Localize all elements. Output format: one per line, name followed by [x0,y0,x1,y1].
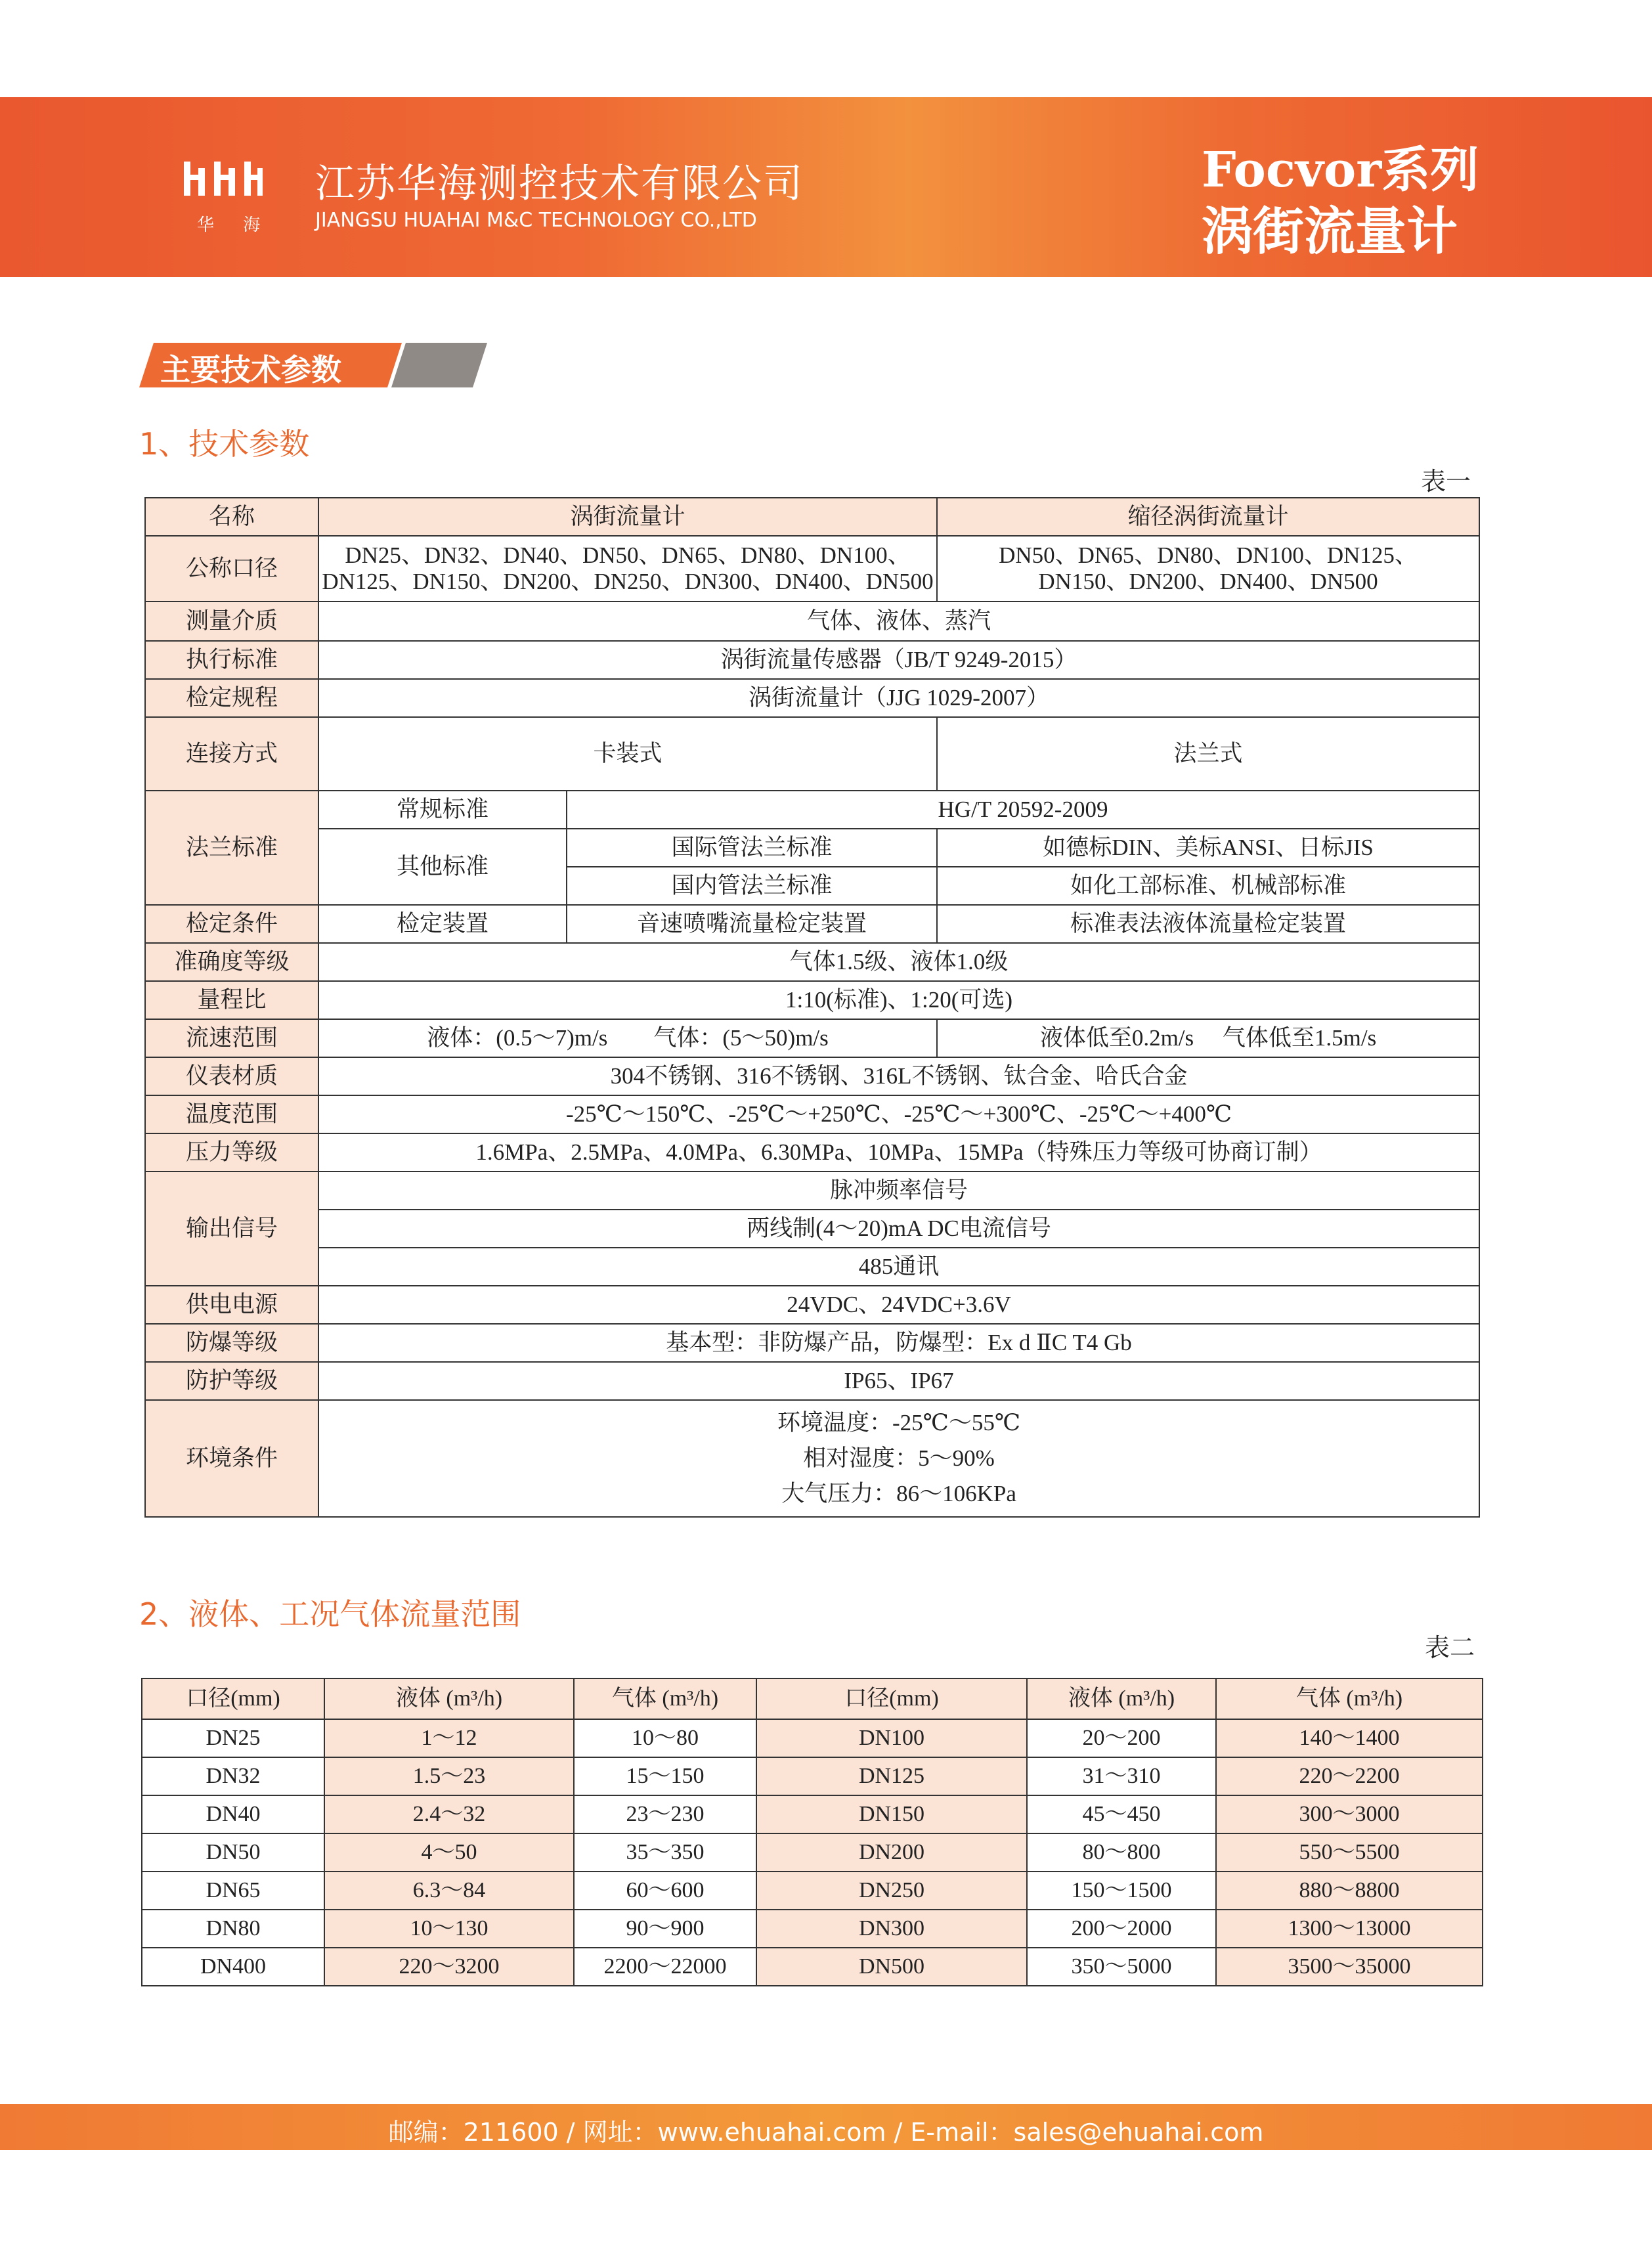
table-row [145,1095,1479,1133]
table-cell: 220～3200 [324,1948,574,1986]
table-cell: 304不锈钢、316不锈钢、316L不锈钢、钛合金、哈氏合金 [318,1057,1479,1095]
footer-contact: 邮编：211600 / 网址：www.ehuahai.com / E-mail：sales@ehuahai.com [388,2118,1264,2147]
table-cell: 6.3～84 [324,1872,574,1910]
table-row [145,791,1479,829]
table-cell: 其他标准 [318,829,567,905]
table-cell: DN200 [756,1833,1027,1872]
table-row [145,981,1479,1019]
flow-range-table [141,1678,1483,1986]
table-cell: DN250 [756,1872,1027,1910]
table-cell: 300～3000 [1216,1795,1483,1833]
table-cell: DN50 [142,1833,324,1872]
table-cell: 140～1400 [1216,1719,1483,1757]
table-cell: DN65 [142,1872,324,1910]
table-cell: DN400 [142,1948,324,1986]
table-row [145,1133,1479,1172]
column-header: 液体 (m³/h) [324,1678,574,1719]
row-label: 流速范围 [145,1019,318,1057]
row-label: 仪表材质 [145,1057,318,1095]
table-cell: DN125 [756,1757,1027,1795]
row-label: 测量介质 [145,602,318,641]
cell-line: DN150、DN200、DN400、DN500 [1038,569,1378,594]
row-label: 检定规程 [145,679,318,717]
table-cell [318,1400,1479,1517]
table-cell: 气体1.5级、液体1.0级 [318,943,1479,981]
table-cell: 两线制(4～20)mA DC电流信号 [318,1210,1479,1248]
table1-caption: 表一 [1421,468,1471,496]
row-label: 防爆等级 [145,1324,318,1362]
table-cell: 基本型：非防爆产品，防爆型：Ex d ⅡC T4 Gb [318,1324,1479,1362]
product-title: 涡街流量计 [1202,202,1458,261]
table-cell: 国内管法兰标准 [567,867,937,905]
table-cell: 脉冲频率信号 [318,1172,1479,1210]
table-cell: 35～350 [574,1833,756,1872]
logo-subtitle: 华 海 [197,215,272,235]
table-cell: 1～12 [324,1719,574,1757]
table-cell: 1.5～23 [324,1757,574,1795]
row-label: 供电电源 [145,1286,318,1324]
cell-line: 相对湿度：5～90% [803,1445,995,1471]
table-cell: 如化工部标准、机械部标准 [937,867,1479,905]
table-cell: 220～2200 [1216,1757,1483,1795]
row-label: 防护等级 [145,1362,318,1400]
table-cell: 24VDC、24VDC+3.6V [318,1286,1479,1324]
table-row [145,1057,1479,1095]
cell-line: DN50、DN65、DN80、DN100、DN125、 [999,542,1418,568]
section-title: 主要技术参数 [160,352,341,387]
table-row [142,1757,1483,1795]
column-header: 口径(mm) [756,1678,1027,1719]
table-row [142,1719,1483,1757]
table-row [142,1833,1483,1872]
table-cell: DN150 [756,1795,1027,1833]
table-row [145,1248,1479,1286]
table2-caption: 表二 [1425,1634,1475,1662]
table-row [145,602,1479,641]
row-label: 连接方式 [145,717,318,791]
table-cell: 15～150 [574,1757,756,1795]
table-cell: 200～2000 [1027,1910,1216,1948]
col-header-a: 涡街流量计 [318,498,937,536]
part1-heading: 1、技术参数 [139,426,310,462]
company-logo-icon [184,159,263,198]
table-cell: HG/T 20592-2009 [567,791,1479,829]
table-cell: -25℃～150℃、-25℃～+250℃、-25℃～+300℃、-25℃～+400℃ [318,1095,1479,1133]
table-row [145,717,1479,791]
table-cell: 150～1500 [1027,1872,1216,1910]
section-banner-accent [391,343,487,387]
table-cell: 如德标DIN、美标ANSI、日标JIS [937,829,1479,867]
table-cell [318,536,937,602]
table-row [145,498,1479,536]
table-cell: 31～310 [1027,1757,1216,1795]
table-cell: 音速喷嘴流量检定装置 [567,905,937,943]
cell-line: 大气压力：86～106KPa [781,1481,1016,1507]
series-title: Focvor系列 [1202,142,1479,198]
row-label: 压力等级 [145,1133,318,1172]
table-cell: 涡街流量传感器（JB/T 9249-2015） [318,641,1479,679]
row-label: 温度范围 [145,1095,318,1133]
row-label: 法兰标准 [145,791,318,905]
company-name-cn: 江苏华海测控技术有限公司 [315,161,804,207]
cell-line: 环境温度：-25℃～55℃ [777,1409,1020,1435]
col-header-b: 缩径涡街流量计 [937,498,1479,536]
cell-line: DN25、DN32、DN40、DN50、DN65、DN80、DN100、 [345,542,911,568]
table-cell: 20～200 [1027,1719,1216,1757]
table-cell: 国际管法兰标准 [567,829,937,867]
table-row [145,1400,1479,1517]
table-row [145,1286,1479,1324]
table-cell: 23～230 [574,1795,756,1833]
table-cell: DN25 [142,1719,324,1757]
table-cell: IP65、IP67 [318,1362,1479,1400]
table-cell: 4～50 [324,1833,574,1872]
row-label: 环境条件 [145,1400,318,1517]
table-cell: 涡街流量计（JJG 1029-2007） [318,679,1479,717]
tech-params-table [144,497,1480,1518]
table-cell: 卡装式 [318,717,937,791]
table-header-row [142,1678,1483,1719]
table-cell: 60～600 [574,1872,756,1910]
table-cell: 2200～22000 [574,1948,756,1986]
table-row [145,905,1479,943]
table-row [145,536,1479,602]
table-row [142,1872,1483,1910]
table-cell: 550～5500 [1216,1833,1483,1872]
table-cell: 常规标准 [318,791,567,829]
table-cell: 液体：(0.5～7)m/s 气体：(5～50)m/s [318,1019,937,1057]
table-row [145,1210,1479,1248]
table-cell: 80～800 [1027,1833,1216,1872]
table-row [145,1362,1479,1400]
row-label: 量程比 [145,981,318,1019]
table-cell: 液体低至0.2m/s 气体低至1.5m/s [937,1019,1479,1057]
part2-heading: 2、液体、工况气体流量范围 [139,1596,521,1632]
table-cell [937,536,1479,602]
column-header: 气体 (m³/h) [1216,1678,1483,1719]
row-label: 执行标准 [145,641,318,679]
table-cell: 1.6MPa、2.5MPa、4.0MPa、6.30MPa、10MPa、15MPa（特殊压力等级可协商订制） [318,1133,1479,1172]
column-header: 气体 (m³/h) [574,1678,756,1719]
column-header: 液体 (m³/h) [1027,1678,1216,1719]
row-label: 准确度等级 [145,943,318,981]
table-row [142,1948,1483,1986]
table-row [145,943,1479,981]
table-cell: 485通讯 [318,1248,1479,1286]
table-cell: 880～8800 [1216,1872,1483,1910]
table-cell: 气体、液体、蒸汽 [318,602,1479,641]
table-cell: DN300 [756,1910,1027,1948]
table-cell: 3500～35000 [1216,1948,1483,1986]
table-cell: DN100 [756,1719,1027,1757]
table-row [145,1172,1479,1210]
table-cell: 标准表法液体流量检定装置 [937,905,1479,943]
table-row [145,829,1479,867]
table-row [145,679,1479,717]
table-row [145,1019,1479,1057]
table-cell: 检定装置 [318,905,567,943]
row-label: 公称口径 [145,536,318,602]
table-cell: 90～900 [574,1910,756,1948]
table-cell: 10～130 [324,1910,574,1948]
table-row [142,1795,1483,1833]
row-label: 检定条件 [145,905,318,943]
table-cell: DN40 [142,1795,324,1833]
table-cell: 1300～13000 [1216,1910,1483,1948]
table-cell: 10～80 [574,1719,756,1757]
table-cell: 45～450 [1027,1795,1216,1833]
table-cell: 法兰式 [937,717,1479,791]
table-row [142,1910,1483,1948]
table-cell: 1:10(标准)、1:20(可选) [318,981,1479,1019]
table-row [145,1324,1479,1362]
table-cell: DN32 [142,1757,324,1795]
column-header: 口径(mm) [142,1678,324,1719]
table-cell: DN80 [142,1910,324,1948]
row-label: 输出信号 [145,1172,318,1286]
table-row [145,641,1479,679]
table-cell: 2.4～32 [324,1795,574,1833]
table-cell: DN500 [756,1948,1027,1986]
cell-line: DN125、DN150、DN200、DN250、DN300、DN400、DN500 [322,569,934,594]
row-label: 名称 [145,498,318,536]
table-cell: 350～5000 [1027,1948,1216,1986]
company-name-en: JIANGSU HUAHAI M&C TECHNOLOGY CO.,LTD [315,209,757,232]
